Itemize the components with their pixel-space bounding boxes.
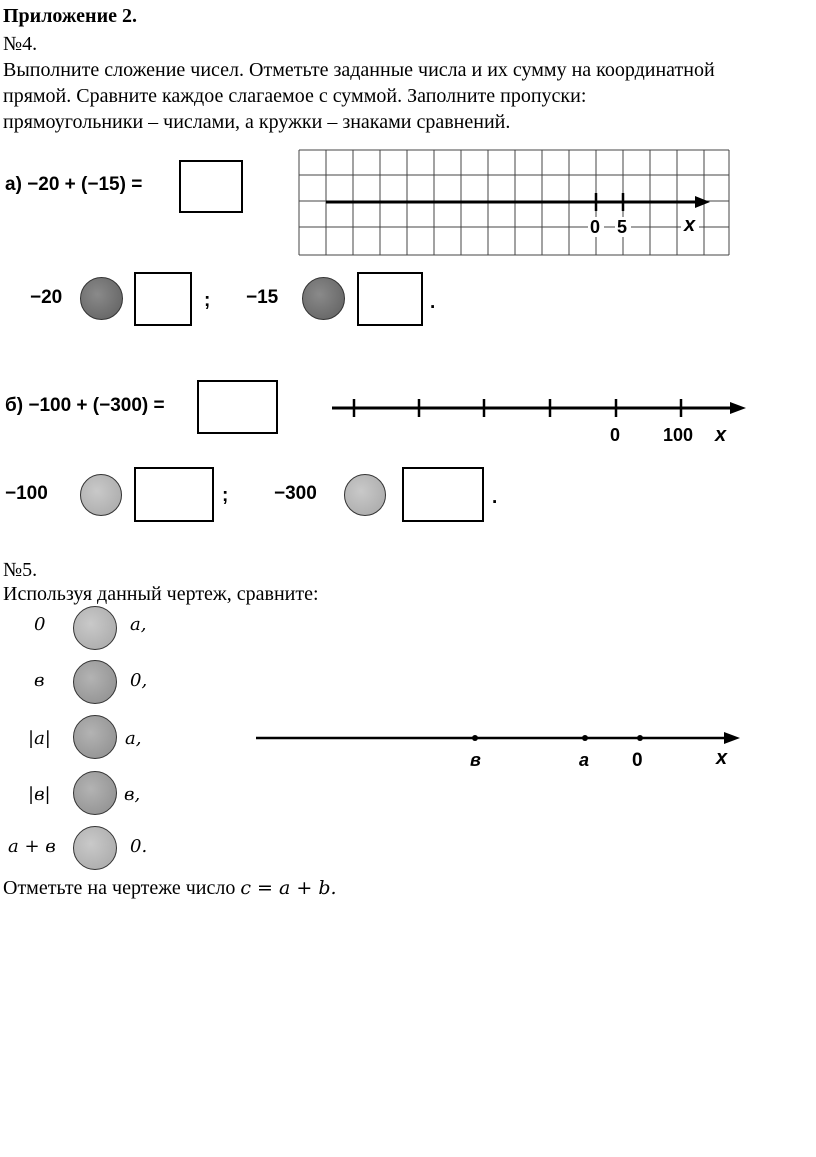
task4-text-line2: прямой. Сравните каждое слагаемое с суммой. Заполните пропуски: [3,85,587,107]
task5-number: №5. [3,559,38,581]
task5-row4-left: |в| [28,784,51,805]
point-zero [637,735,643,741]
axis-label-b: в [470,750,481,770]
part-a-compare1-circle[interactable] [80,277,123,320]
appendix-title: Приложение 2. [3,5,137,27]
task5-row3-circle[interactable] [73,715,117,759]
part-a-compare2-left: −15 [246,287,279,308]
part-b-compare1-box[interactable] [134,467,214,522]
part-a-compare1-sep: ; [204,290,211,311]
task5-row1-left: 0 [34,614,46,635]
task5-row4-right: в, [124,784,141,805]
task5-row3-left: |a| [28,728,51,749]
task4-text-line1: Выполните сложение чисел. Отметьте заданные числа и их сумму на координатной [3,59,715,81]
task5-row2-circle[interactable] [73,660,117,704]
task5-instruction: Используя данный чертеж, сравните: [3,583,319,605]
part-b-axis [330,390,750,450]
task5-footer-prefix: Отметьте на чертеже число [3,877,241,899]
part-b-compare2-left: −300 [274,483,317,504]
part-b-compare1-left: −100 [5,483,48,504]
task5-row5-circle[interactable] [73,826,117,870]
task4-number: №4. [3,33,38,55]
point-a [582,735,588,741]
task5-row5-left: a + в [8,836,56,857]
task5-axis [250,720,770,780]
part-b-compare2-circle[interactable] [344,474,386,516]
axis-label-x: x [715,424,727,446]
task5-row5-right: 0. [130,836,148,857]
part-a-expression: а) −20 + (−15) = [5,174,143,195]
axis-arrow [730,402,746,414]
axis-label-x: x [716,747,728,769]
part-a-compare1-left: −20 [30,287,63,308]
part-a-answer-box[interactable] [179,160,243,213]
part-b-compare1-circle[interactable] [80,474,122,516]
task5-row1-circle[interactable] [73,606,117,650]
part-b-answer-box[interactable] [197,380,278,434]
part-b-expression: б) −100 + (−300) = [5,395,165,416]
part-b-compare2-box[interactable] [402,467,484,522]
part-a-compare1-box[interactable] [134,272,192,326]
part-a-compare2-end: . [430,292,436,313]
part-b-compare2-end: . [492,487,498,508]
part-a-grid-axis [295,148,735,260]
task5-row2-left: в [34,670,45,691]
task5-row2-right: 0, [130,670,148,691]
task5-row1-right: a, [130,614,147,635]
axis-label-a: a [579,750,590,770]
part-a-compare2-box[interactable] [357,272,423,326]
axis-label-hundred: 100 [663,425,694,445]
task5-footer-formula: c = a + b. [240,877,337,899]
axis-label-zero: 0 [632,750,643,771]
point-b [472,735,478,741]
axis-label-five: 5 [617,217,628,237]
task5-row4-circle[interactable] [73,771,117,815]
axis-label-x: x [684,214,696,236]
part-a-compare2-circle[interactable] [302,277,345,320]
axis-arrow [695,196,710,208]
part-b-compare1-sep: ; [222,485,229,506]
axis-label-zero: 0 [610,425,621,445]
task5-footer [3,876,337,900]
axis-arrow [724,732,740,744]
task5-row3-right: a, [125,728,142,749]
axis-label-zero: 0 [590,217,601,237]
task4-text-line3: прямоугольники – числами, а кружки – знаками сравнений. [3,111,511,133]
